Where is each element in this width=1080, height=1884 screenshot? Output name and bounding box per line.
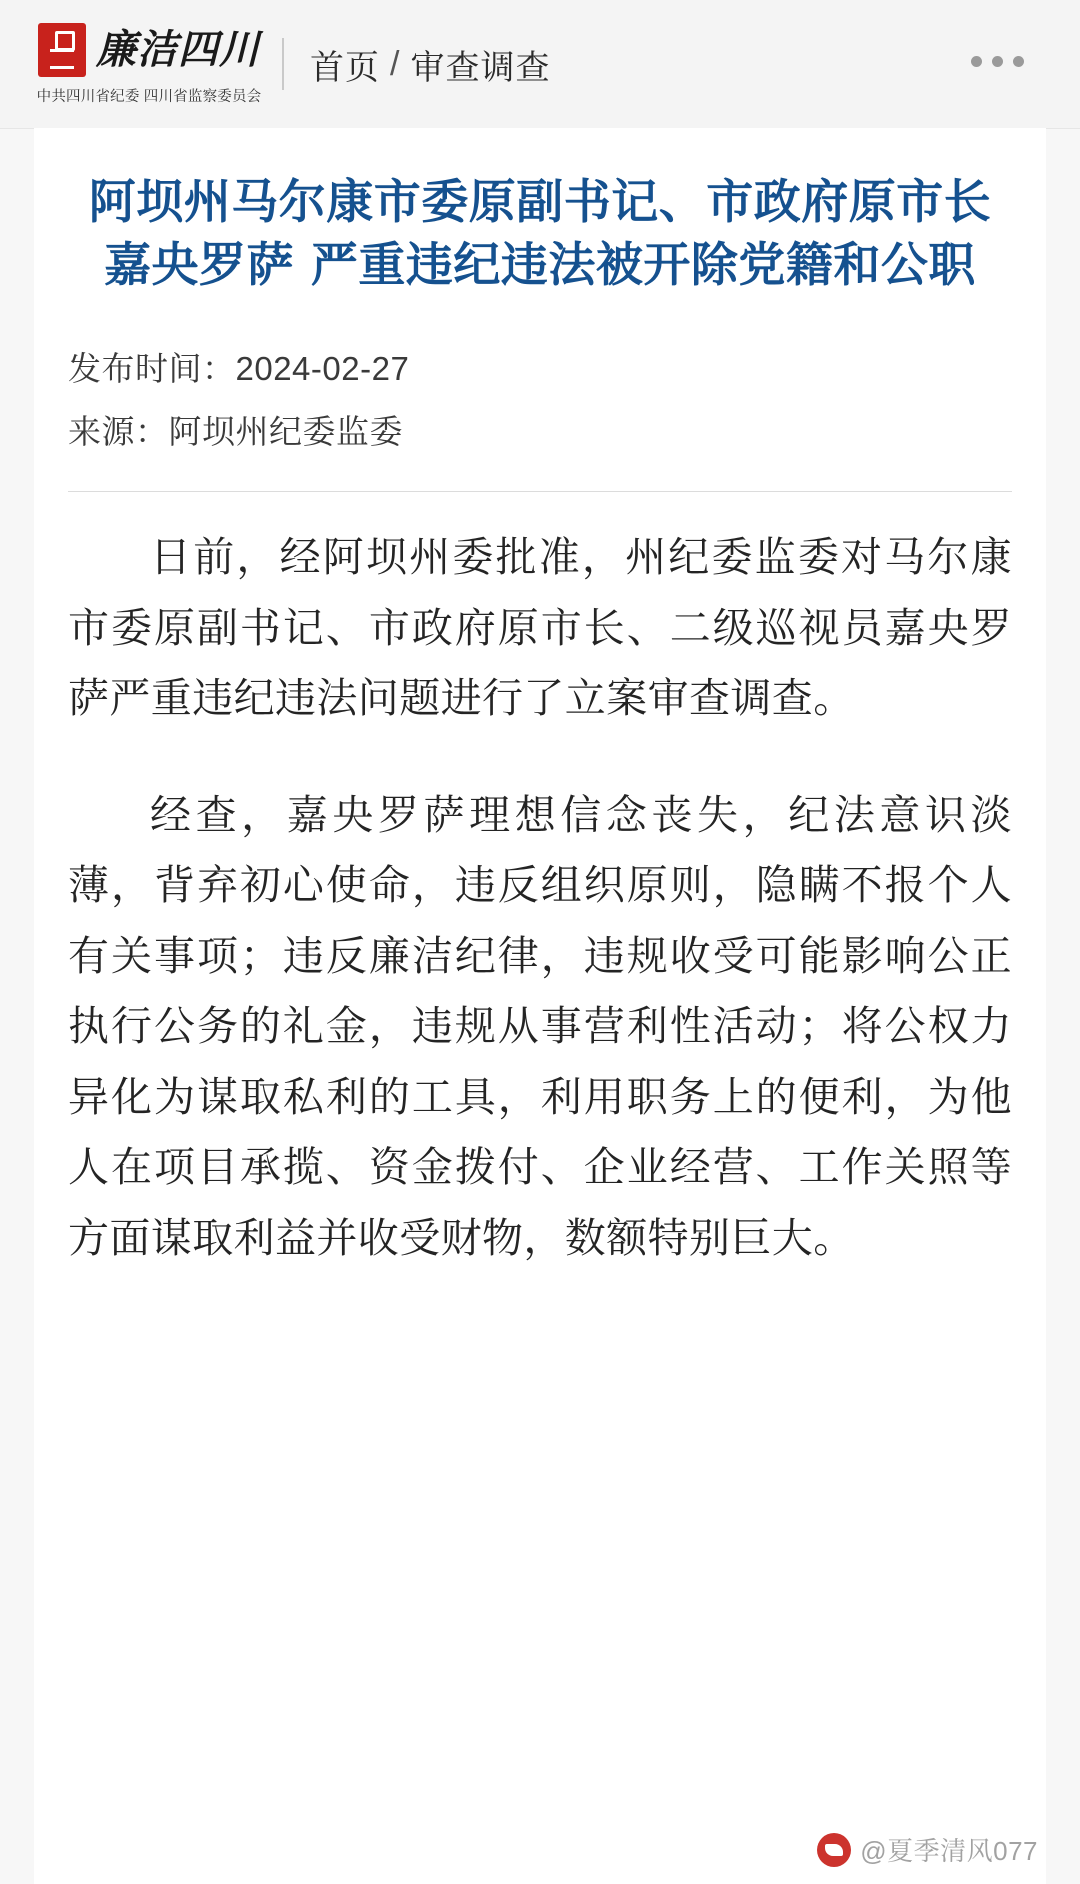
article-paragraph: 经查，嘉央罗萨理想信念丧失，纪法意识淡薄，背弃初心使命，违反组织原则，隐瞒不报个人有关事项；违反廉洁纪律，违规收受可能影响公正执行公务的礼金，违规从事营利性活动；将公权力异化为谋取私利的工具，利用职务上的便利，为他人在项目承揽、资金拨付、企业经营、工作关照等方面谋取利益并收受财物，数额特别巨大。 bbox=[68, 791, 1012, 1261]
meta-divider bbox=[68, 491, 1012, 492]
more-horizontal-icon[interactable] bbox=[971, 56, 1024, 67]
site-brand[interactable] bbox=[38, 23, 260, 106]
weibo-logo-icon bbox=[817, 1833, 851, 1867]
breadcrumb-separator: / bbox=[390, 44, 401, 83]
publish-time: 发布时间：2024-02-27 bbox=[68, 349, 410, 387]
dot bbox=[971, 56, 982, 67]
article-container bbox=[34, 128, 1046, 1884]
article-paragraph: 日前，经阿坝州委批准，州纪委监委对马尔康市委原副书记、市政府原市长、二级巡视员嘉央罗萨严重违纪违法问题进行了立案审查调查。 bbox=[68, 534, 1012, 722]
page-gutter-left bbox=[0, 0, 34, 1884]
watermark-text: @夏季清风077 bbox=[860, 1836, 1038, 1866]
brand-row bbox=[38, 23, 260, 77]
brand-subtitle: 中共四川省纪委 四川省监察委员会 bbox=[36, 88, 262, 105]
article-source: 来源：阿坝州纪委监委 bbox=[68, 412, 403, 450]
header-divider bbox=[282, 38, 284, 90]
lianjie-sichuan-seal-icon bbox=[38, 23, 86, 77]
dot bbox=[992, 56, 1003, 67]
breadcrumb bbox=[310, 40, 550, 89]
watermark bbox=[817, 1831, 1038, 1868]
breadcrumb-item-current[interactable]: 审查调查 bbox=[410, 48, 551, 87]
dot bbox=[1013, 56, 1024, 67]
page-gutter-right bbox=[1046, 0, 1080, 1884]
article-meta bbox=[68, 338, 1034, 463]
article-body bbox=[68, 522, 1012, 1273]
site-header bbox=[0, 0, 1080, 129]
page-title: 阿坝州马尔康市委原副书记、市政府原市长嘉央罗萨 严重违纪违法被开除党籍和公职 bbox=[88, 175, 992, 293]
brand-name: 廉洁四川 bbox=[96, 25, 260, 73]
breadcrumb-item-home[interactable]: 首页 bbox=[310, 48, 380, 87]
